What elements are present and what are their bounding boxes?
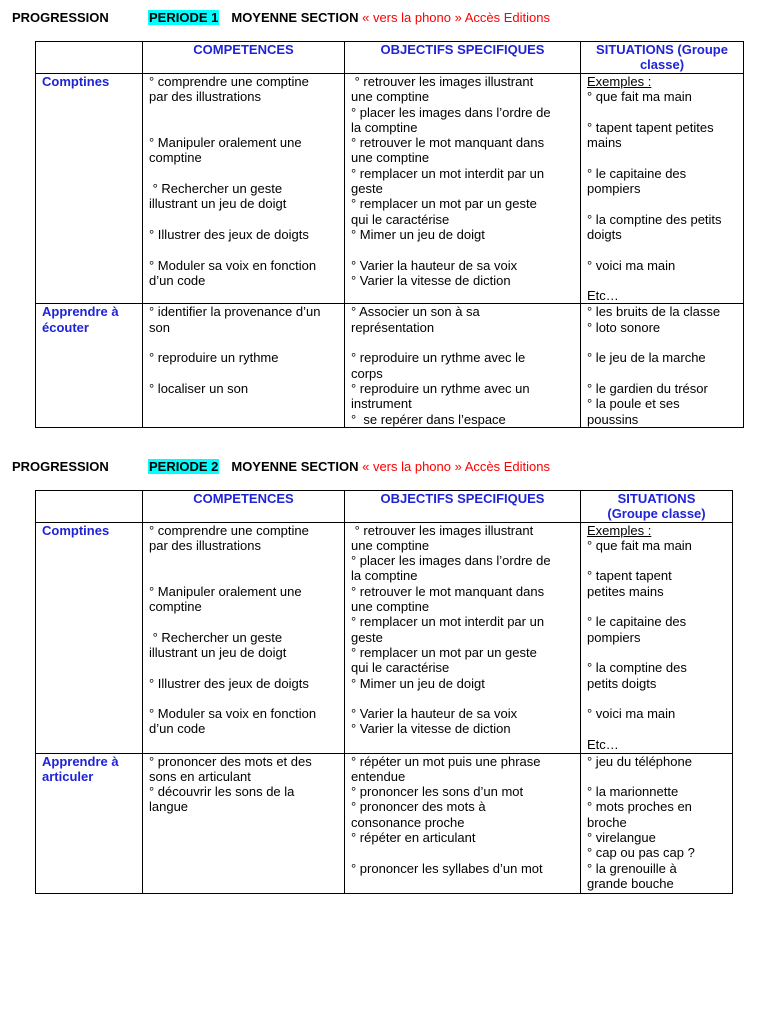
table-row	[36, 522, 733, 753]
competences-cell: ° comprendre une comptine par des illustrations ° Manipuler oralement une comptine ° Rechercher un geste illustrant un jeu de doigt ° Illustrer des jeux de doigts ° Moduler sa voix en fonction d’un code	[143, 522, 345, 753]
situations-cell: Exemples : ° que fait ma main ° tapent tapent petites mains ° le capitaine des pompiers ° la comptine des petits doigts ° voici ma main Etc…	[581, 522, 733, 753]
header-objectifs: OBJECTIFS SPECIFIQUES	[345, 491, 581, 523]
row-label-cell: Comptines	[36, 74, 143, 304]
header-situations: SITUATIONS (Groupe classe)	[581, 42, 744, 74]
progression-label: PROGRESSION	[12, 459, 109, 474]
progression-table	[35, 41, 744, 428]
objectifs-cell: ° retrouver les images illustrant une comptine ° placer les images dans l’ordre de la comptine ° retrouver le mot manquant dans une comptine ° remplacer un mot interdit par un geste ° remplacer un mot par un geste qui le caractérise ° Mimer un jeu de doigt ° Varier la hauteur de sa voix ° Varier la vitesse de diction	[345, 522, 581, 753]
table-row	[36, 74, 744, 304]
header-competences: COMPETENCES	[143, 42, 345, 74]
section-label: MOYENNE SECTION	[231, 459, 359, 474]
section-heading	[12, 459, 550, 475]
situations-cell: Exemples : ° que fait ma main ° tapent tapent petites mains ° le capitaine des pompiers ° la comptine des petits doigts ° voici ma main Etc…	[581, 74, 744, 304]
periode-label: PERIODE 1	[149, 10, 219, 25]
periode-label: PERIODE 2	[149, 459, 219, 474]
objectifs-cell: ° retrouver les images illustrant une comptine ° placer les images dans l’ordre de la comptine ° retrouver le mot manquant dans une comptine ° remplacer un mot interdit par un geste ° remplacer un mot par un geste qui le caractérise ° Mimer un jeu de doigt ° Varier la hauteur de sa voix ° Varier la vitesse de diction	[345, 74, 581, 304]
row-label-cell: Comptines	[36, 522, 143, 753]
table-row	[36, 304, 744, 428]
progression-label: PROGRESSION	[12, 10, 109, 25]
competences-cell: ° prononcer des mots et des sons en articulant ° découvrir les sons de la langue	[143, 753, 345, 893]
method-label: « vers la phono » Accès Editions	[362, 10, 550, 25]
header-situations: SITUATIONS (Groupe classe)	[581, 491, 733, 523]
header-empty-cell	[36, 491, 143, 523]
row-label-cell: Apprendre à écouter	[36, 304, 143, 428]
objectifs-cell: ° Associer un son à sa représentation ° reproduire un rythme avec le corps ° reproduire un rythme avec un instrument ° se repérer dans l’espace	[345, 304, 581, 428]
section-heading	[12, 10, 550, 26]
table-row	[36, 753, 733, 893]
competences-cell: ° comprendre une comptine par des illustrations ° Manipuler oralement une comptine ° Rechercher un geste illustrant un jeu de doigt ° Illustrer des jeux de doigts ° Moduler sa voix en fonction d’un code	[143, 74, 345, 304]
progression-table	[35, 490, 733, 894]
section-label: MOYENNE SECTION	[231, 10, 359, 25]
header-competences: COMPETENCES	[143, 491, 345, 523]
table-header-row	[36, 42, 744, 74]
method-label: « vers la phono » Accès Editions	[362, 459, 550, 474]
objectifs-cell: ° répéter un mot puis une phrase entendue ° prononcer les sons d’un mot ° prononcer des mots à consonance proche ° répéter en articulant ° prononcer les syllabes d’un mot	[345, 753, 581, 893]
header-empty-cell	[36, 42, 143, 74]
situations-cell: ° jeu du téléphone ° la marionnette ° mots proches en broche ° virelangue ° cap ou pas cap ? ° la grenouille à grande bouche	[581, 753, 733, 893]
situations-cell: ° les bruits de la classe ° loto sonore ° le jeu de la marche ° le gardien du trésor ° la poule et ses poussins	[581, 304, 744, 428]
row-label-cell: Apprendre à articuler	[36, 753, 143, 893]
table-header-row	[36, 491, 733, 523]
header-objectifs: OBJECTIFS SPECIFIQUES	[345, 42, 581, 74]
competences-cell: ° identifier la provenance d’un son ° reproduire un rythme ° localiser un son	[143, 304, 345, 428]
